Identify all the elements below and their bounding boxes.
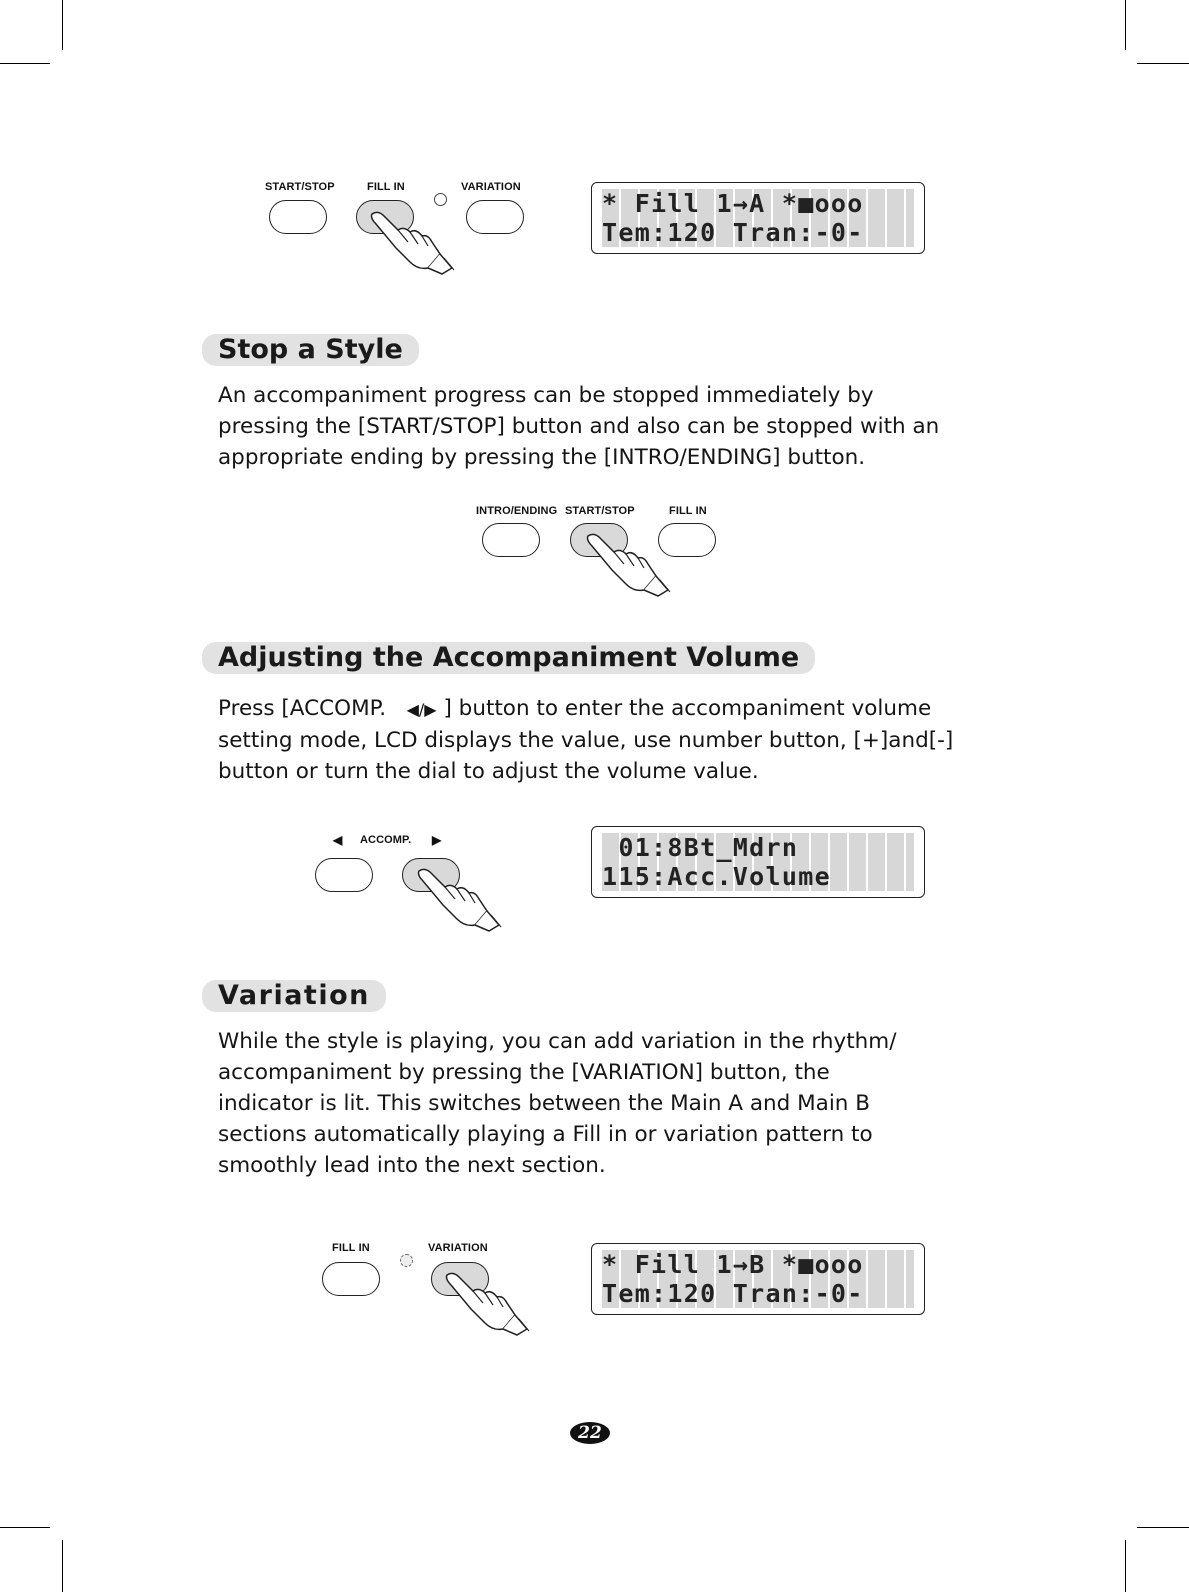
- variation-label: VARIATION: [461, 181, 521, 193]
- paragraph-line: appropriate ending by pressing the [INTRO/ENDING] button.: [218, 445, 866, 470]
- crop-mark: [0, 1527, 50, 1528]
- lcd-display: [591, 182, 925, 254]
- paragraph-text: Press [ACCOMP.: [218, 696, 387, 721]
- start-stop-button[interactable]: [269, 200, 327, 234]
- volume-paragraph: [218, 693, 1068, 787]
- variation-indicator-led: [400, 1254, 413, 1267]
- section-heading-variation: Variation: [202, 980, 386, 1012]
- right-arrow-icon: ▶: [432, 833, 442, 847]
- section-heading-accompaniment-volume: Adjusting the Accompaniment Volume: [202, 642, 815, 674]
- fill-in-label: FILL IN: [669, 505, 707, 517]
- fill-in-button[interactable]: [322, 1262, 380, 1296]
- lcd-line-1: * Fill 1→A *■ooo: [602, 189, 914, 218]
- fill-in-label: FILL IN: [332, 1242, 370, 1254]
- lcd-line-1: 01:8Bt_Mdrn: [602, 833, 914, 862]
- paragraph-line: [218, 693, 1068, 725]
- paragraph-line: indicator is lit. This switches between the Main A and Main B: [218, 1091, 871, 1116]
- crop-mark: [62, 1540, 63, 1592]
- paragraph-line: button or turn the dial to adjust the volume value.: [218, 759, 759, 784]
- fill-in-label: FILL IN: [367, 181, 405, 193]
- crop-mark: [1125, 1540, 1126, 1592]
- pointing-hand-icon: [415, 867, 505, 929]
- paragraph-line: setting mode, LCD displays the value, use number button, [+]and[-]: [218, 728, 954, 753]
- crop-mark: [1125, 0, 1126, 50]
- start-stop-label: START/STOP: [565, 505, 635, 517]
- lcd-line-2: Tem:120 Tran:-0-: [602, 218, 914, 247]
- lcd-line-2: Tem:120 Tran:-0-: [602, 1279, 914, 1308]
- section-heading-stop-style: Stop a Style: [202, 334, 419, 366]
- variation-button[interactable]: [466, 200, 524, 234]
- paragraph-line: smoothly lead into the next section.: [218, 1153, 606, 1178]
- crop-mark: [1137, 63, 1189, 64]
- variation-paragraph: [218, 1026, 1068, 1181]
- intro-ending-button[interactable]: [482, 523, 540, 557]
- paragraph-line: accompaniment by pressing the [VARIATION] button, the: [218, 1060, 830, 1085]
- left-arrow-icon: ◀: [333, 833, 343, 847]
- crop-mark: [1137, 1527, 1189, 1528]
- paragraph-line: sections automatically playing a Fill in or variation pattern to: [218, 1122, 873, 1147]
- left-right-arrows-icon: ◀/▶: [406, 700, 437, 719]
- lcd-display: [591, 826, 925, 898]
- paragraph-line: pressing the [START/STOP] button and also can be stopped with an: [218, 414, 940, 439]
- lcd-line-1: * Fill 1→B *■ooo: [602, 1250, 914, 1279]
- paragraph-line: While the style is playing, you can add variation in the rhythm/: [218, 1029, 897, 1054]
- paragraph-text: ] button to enter the accompaniment volume: [436, 696, 932, 721]
- stop-style-paragraph: [218, 380, 1068, 473]
- accomp-label: ACCOMP.: [360, 834, 412, 846]
- lcd-display: [591, 1243, 925, 1315]
- crop-mark: [62, 0, 63, 50]
- page-number: 22: [570, 1422, 610, 1444]
- pointing-hand-icon: [584, 532, 674, 594]
- accomp-left-button[interactable]: [315, 858, 373, 892]
- start-stop-label: START/STOP: [265, 181, 335, 193]
- lcd-line-2: 115:Acc.Volume: [602, 862, 914, 891]
- variation-indicator-led: [434, 193, 447, 206]
- intro-ending-label: INTRO/ENDING: [476, 505, 558, 517]
- paragraph-line: An accompaniment progress can be stopped immediately by: [218, 383, 874, 408]
- crop-mark: [0, 63, 50, 64]
- pointing-hand-icon: [443, 1271, 533, 1333]
- pointing-hand-icon: [368, 210, 458, 272]
- variation-label: VARIATION: [428, 1242, 488, 1254]
